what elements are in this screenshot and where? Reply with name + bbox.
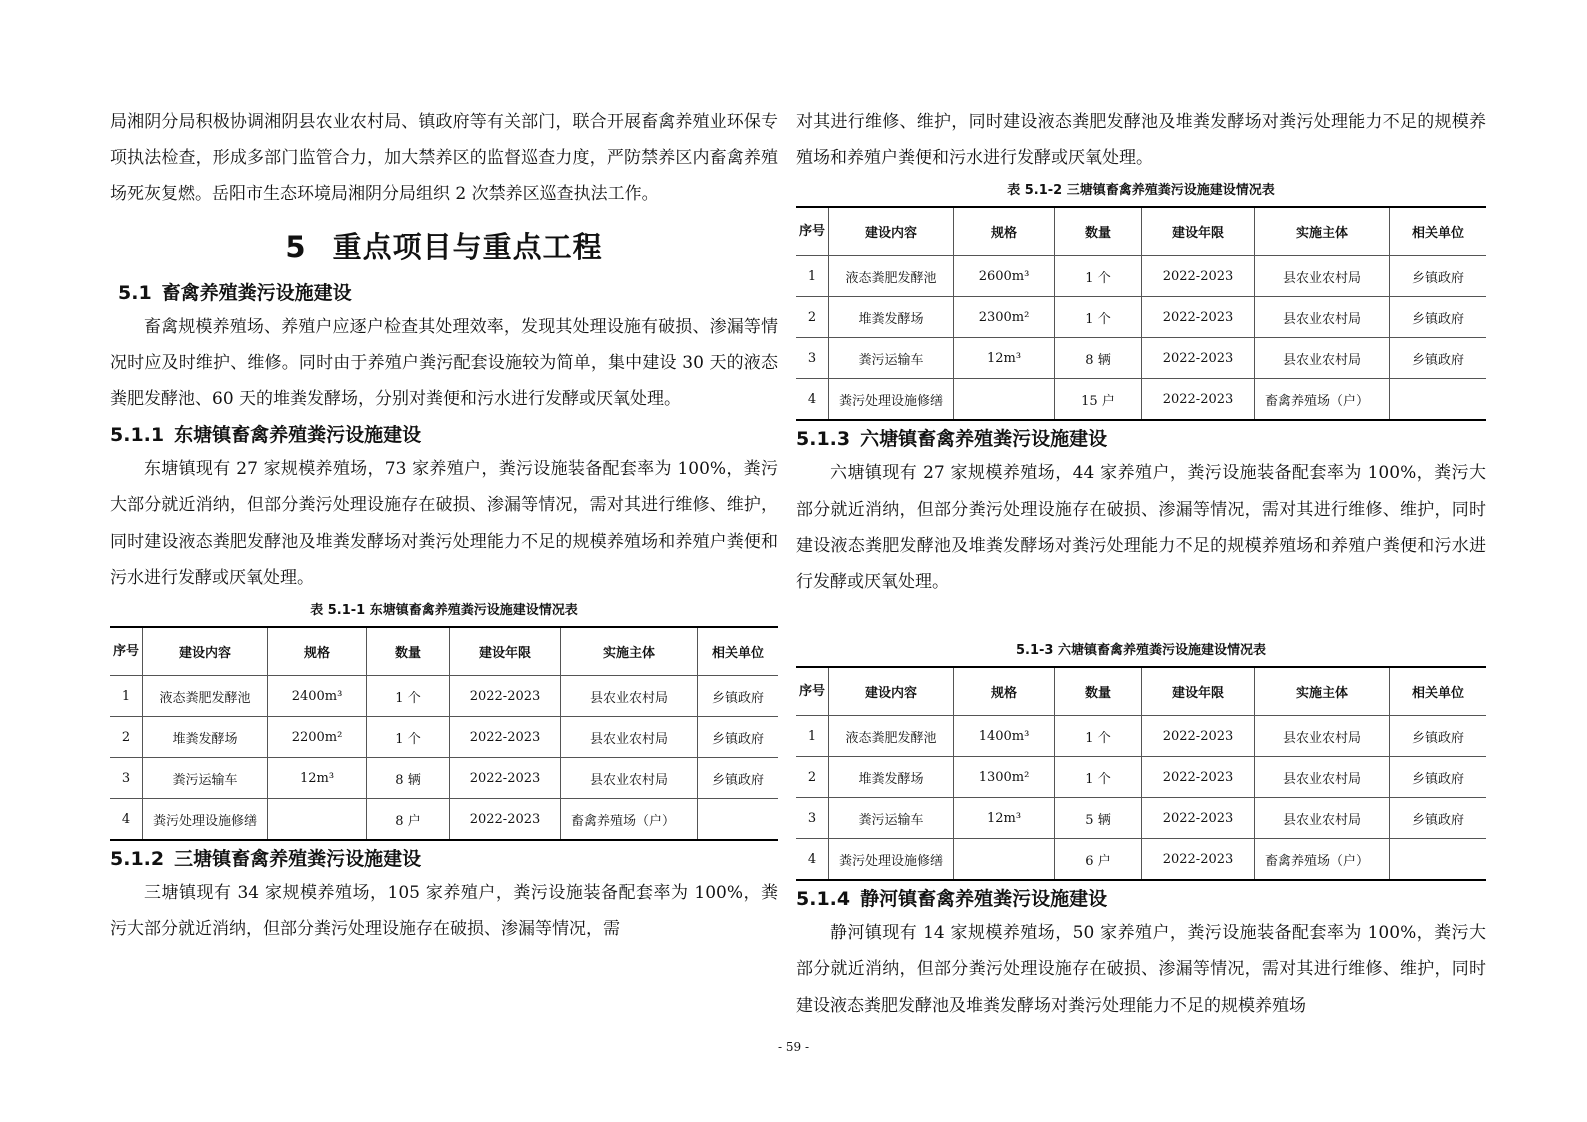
table-row xyxy=(110,676,778,717)
header-cell: 规格 xyxy=(268,627,367,676)
table-cell: 乡镇政府 xyxy=(1390,297,1487,338)
table-cell: 县农业农村局 xyxy=(1255,798,1390,839)
chapter-title: 重点项目与重点工程 xyxy=(332,229,603,264)
table-cell: 12m³ xyxy=(954,338,1055,379)
table-cell: 乡镇政府 xyxy=(698,717,779,758)
section-title: 三塘镇畜禽养殖粪污设施建设 xyxy=(174,848,422,871)
page-number: - 59 - xyxy=(777,1040,809,1054)
intro-paragraph: 局湘阴分局积极协调湘阴县农业农村局、镇政府等有关部门，联合开展畜禽养殖业环保专项执法检查，形成多部门监管合力，加大禁养区的监督巡查力度，严防禁养区内畜禽养殖场死灰复燃。岳阳市生态环境局湘阴分局组织 2 次禁养区巡查执法工作。 xyxy=(110,112,778,205)
header-cell: 建设年限 xyxy=(1142,667,1255,716)
table-cell: 2600m³ xyxy=(954,256,1055,297)
table-cell: 8 户 xyxy=(367,799,450,841)
header-cell: 建设内容 xyxy=(143,627,268,676)
table-row xyxy=(796,338,1486,379)
table-cell: 2022-2023 xyxy=(450,799,561,841)
section-5-1-4-paragraph: 静河镇现有 14 家规模养殖场，50 家养殖户，粪污设施装备配套率为 100%，粪污大部分就近消纳，但部分粪污处理设施存在破损、渗漏等情况，需对其进行维修、维护，同时建设液态粪肥发酵池及堆粪发酵场对粪污处理能力不足的规模养殖场 xyxy=(796,923,1486,1016)
section-5-1-heading xyxy=(110,277,778,309)
table-cell: 12m³ xyxy=(268,758,367,799)
table-cell: 5 辆 xyxy=(1055,798,1142,839)
table-cell: 1300m² xyxy=(954,757,1055,798)
table-cell: 6 户 xyxy=(1055,839,1142,881)
table-cell: 3 xyxy=(796,798,829,839)
table-cell: 堆粪发酵场 xyxy=(829,297,954,338)
header-cell: 数量 xyxy=(1055,667,1142,716)
table-cell xyxy=(268,799,367,841)
table-cell: 粪污处理设施修缮 xyxy=(829,379,954,421)
header-cell: 数量 xyxy=(367,627,450,676)
table-cell: 2022-2023 xyxy=(1142,757,1255,798)
chapter-number: 5 xyxy=(285,229,307,264)
table-cell: 2022-2023 xyxy=(1142,798,1255,839)
table-cell: 2 xyxy=(796,297,829,338)
header-cell: 规格 xyxy=(954,207,1055,256)
table-row xyxy=(110,799,778,841)
table-row xyxy=(110,758,778,799)
table-cell: 粪污处理设施修缮 xyxy=(829,839,954,881)
section-number: 5.1 xyxy=(118,281,152,304)
spacer xyxy=(796,600,1486,636)
table-row xyxy=(796,716,1486,757)
section-number: 5.1.2 xyxy=(110,848,165,871)
table-row xyxy=(796,839,1486,881)
table-caption: 表 5.1-2 三塘镇畜禽养殖粪污设施建设情况表 xyxy=(1007,183,1275,199)
table-cell: 粪污处理设施修缮 xyxy=(143,799,268,841)
section-title: 畜禽养殖粪污设施建设 xyxy=(161,281,352,304)
continued-paragraph: 对其进行维修、维护，同时建设液态粪肥发酵池及堆粪发酵场对粪污处理能力不足的规模养殖场和养殖户粪便和污水进行发酵或厌氧处理。 xyxy=(796,112,1486,169)
header-cell: 序号 xyxy=(110,627,143,676)
table-header-row xyxy=(110,627,778,676)
table-row xyxy=(796,256,1486,297)
table-cell xyxy=(698,799,779,841)
table-cell: 1 xyxy=(796,256,829,297)
table-cell: 畜禽养殖场（户） xyxy=(561,799,698,841)
table-cell: 乡镇政府 xyxy=(1390,338,1487,379)
table-cell: 3 xyxy=(110,758,143,799)
table-row xyxy=(796,297,1486,338)
table-header-row xyxy=(796,207,1486,256)
table-cell: 粪污运输车 xyxy=(829,798,954,839)
header-cell: 实施主体 xyxy=(1255,667,1390,716)
table-cell: 液态粪肥发酵池 xyxy=(143,676,268,717)
table-cell: 2 xyxy=(796,757,829,798)
table-cell xyxy=(954,839,1055,881)
section-5-1-2-paragraph: 三塘镇现有 34 家规模养殖场，105 家养殖户，粪污设施装备配套率为 100%，粪污大部分就近消纳，但部分粪污处理设施存在破损、渗漏等情况，需 xyxy=(110,883,778,940)
table-cell: 1400m³ xyxy=(954,716,1055,757)
table-cell: 1 个 xyxy=(1055,716,1142,757)
table-row xyxy=(796,757,1486,798)
table-cell: 2022-2023 xyxy=(450,758,561,799)
table-header-row xyxy=(796,667,1486,716)
header-cell: 建设内容 xyxy=(829,667,954,716)
table-cell: 乡镇政府 xyxy=(698,758,779,799)
table-cell: 2022-2023 xyxy=(1142,839,1255,881)
section-5-1-3-heading xyxy=(796,423,1486,455)
header-cell: 序号 xyxy=(796,207,829,256)
table-5-1-2 xyxy=(796,206,1486,421)
table-5-1-3 xyxy=(796,666,1486,881)
table-cell: 15 户 xyxy=(1055,379,1142,421)
table-cell: 乡镇政府 xyxy=(1390,798,1487,839)
table-cell: 8 辆 xyxy=(1055,338,1142,379)
section-5-1-2-heading xyxy=(110,843,778,875)
table-cell: 2022-2023 xyxy=(1142,716,1255,757)
section-5-1-1-heading xyxy=(110,419,778,451)
table-cell: 4 xyxy=(796,379,829,421)
table-cell: 12m³ xyxy=(954,798,1055,839)
section-5-1-3-paragraph: 六塘镇现有 27 家规模养殖场，44 家养殖户，粪污设施装备配套率为 100%，粪污大部分就近消纳，但部分粪污处理设施存在破损、渗漏等情况，需对其进行维修、维护，同时建设液态粪肥发酵池及堆粪发酵场对粪污处理能力不足的规模养殖场和养殖户粪便和污水进行发酵或厌氧处理。 xyxy=(796,463,1486,593)
section-title: 东塘镇畜禽养殖粪污设施建设 xyxy=(174,424,422,447)
left-column xyxy=(110,104,778,947)
section-5-1-paragraph: 畜禽规模养殖场、养殖户应逐户检查其处理效率，发现其处理设施有破损、渗漏等情况时应及时维护、维修。同时由于养殖户粪污配套设施较为简单，集中建设 30 天的液态粪肥发酵池、60 天的堆粪发酵场，分别对粪便和污水进行发酵或厌氧处理。 xyxy=(110,316,778,410)
section-number: 5.1.3 xyxy=(796,428,851,451)
table-cell: 县农业农村局 xyxy=(1255,256,1390,297)
header-cell: 建设年限 xyxy=(450,627,561,676)
table-cell: 2022-2023 xyxy=(1142,297,1255,338)
table-caption: 5.1-3 六塘镇畜禽养殖粪污设施建设情况表 xyxy=(1016,643,1266,659)
table-cell: 2022-2023 xyxy=(1142,256,1255,297)
table-cell xyxy=(954,379,1055,421)
table-5-1-1 xyxy=(110,626,778,841)
table-cell: 粪污运输车 xyxy=(829,338,954,379)
table-row xyxy=(110,717,778,758)
section-number: 5.1.4 xyxy=(796,888,851,911)
table-cell: 2200m² xyxy=(268,717,367,758)
table-cell: 畜禽养殖场（户） xyxy=(1255,379,1390,421)
section-number: 5.1.1 xyxy=(110,424,165,447)
table-cell xyxy=(1390,379,1487,421)
table-cell: 1 个 xyxy=(1055,297,1142,338)
table-cell: 8 辆 xyxy=(367,758,450,799)
table-cell: 1 xyxy=(110,676,143,717)
table-cell: 堆粪发酵场 xyxy=(829,757,954,798)
table-cell: 2022-2023 xyxy=(1142,379,1255,421)
table-caption: 表 5.1-1 东塘镇畜禽养殖粪污设施建设情况表 xyxy=(310,603,578,619)
table-cell: 乡镇政府 xyxy=(1390,757,1487,798)
table-cell: 畜禽养殖场（户） xyxy=(1255,839,1390,881)
chapter-heading xyxy=(110,227,778,267)
table-cell: 2022-2023 xyxy=(450,676,561,717)
header-cell: 建设内容 xyxy=(829,207,954,256)
section-5-1-1-paragraph: 东塘镇现有 27 家规模养殖场，73 家养殖户，粪污设施装备配套率为 100%，粪污大部分就近消纳，但部分粪污处理设施存在破损、渗漏等情况，需对其进行维修、维护，同时建设液态粪肥发酵池及堆粪发酵场对粪污处理能力不足的规模养殖场和养殖户粪便和污水进行发酵或厌氧处理。 xyxy=(110,459,778,588)
section-5-1-4-heading xyxy=(796,883,1486,915)
table-cell: 县农业农村局 xyxy=(1255,338,1390,379)
table-cell: 1 个 xyxy=(1055,757,1142,798)
table-cell: 4 xyxy=(796,839,829,881)
table-cell: 乡镇政府 xyxy=(698,676,779,717)
header-cell: 相关单位 xyxy=(1390,667,1487,716)
table-cell: 堆粪发酵场 xyxy=(143,717,268,758)
table-cell: 粪污运输车 xyxy=(143,758,268,799)
table-cell: 乡镇政府 xyxy=(1390,256,1487,297)
header-cell: 实施主体 xyxy=(561,627,698,676)
right-column xyxy=(796,104,1486,1024)
table-cell: 4 xyxy=(110,799,143,841)
table-cell: 2022-2023 xyxy=(1142,338,1255,379)
table-cell: 县农业农村局 xyxy=(561,676,698,717)
table-cell: 液态粪肥发酵池 xyxy=(829,256,954,297)
table-cell: 县农业农村局 xyxy=(1255,757,1390,798)
section-title: 六塘镇畜禽养殖粪污设施建设 xyxy=(860,428,1108,451)
table-cell: 2300m² xyxy=(954,297,1055,338)
table-cell: 2 xyxy=(110,717,143,758)
header-cell: 数量 xyxy=(1055,207,1142,256)
table-cell: 1 个 xyxy=(367,676,450,717)
header-cell: 相关单位 xyxy=(1390,207,1487,256)
table-cell: 乡镇政府 xyxy=(1390,716,1487,757)
table-cell: 液态粪肥发酵池 xyxy=(829,716,954,757)
header-cell: 实施主体 xyxy=(1255,207,1390,256)
table-cell: 县农业农村局 xyxy=(561,717,698,758)
header-cell: 序号 xyxy=(796,667,829,716)
table-cell: 1 xyxy=(796,716,829,757)
table-cell: 3 xyxy=(796,338,829,379)
table-cell: 1 个 xyxy=(367,717,450,758)
header-cell: 相关单位 xyxy=(698,627,779,676)
header-cell: 建设年限 xyxy=(1142,207,1255,256)
table-row xyxy=(796,379,1486,421)
section-title: 静河镇畜禽养殖粪污设施建设 xyxy=(860,888,1108,911)
table-cell: 1 个 xyxy=(1055,256,1142,297)
table-cell xyxy=(1390,839,1487,881)
table-cell: 2022-2023 xyxy=(450,717,561,758)
table-cell: 县农业农村局 xyxy=(561,758,698,799)
table-cell: 县农业农村局 xyxy=(1255,716,1390,757)
table-cell: 县农业农村局 xyxy=(1255,297,1390,338)
header-cell: 规格 xyxy=(954,667,1055,716)
table-row xyxy=(796,798,1486,839)
table-cell: 2400m³ xyxy=(268,676,367,717)
